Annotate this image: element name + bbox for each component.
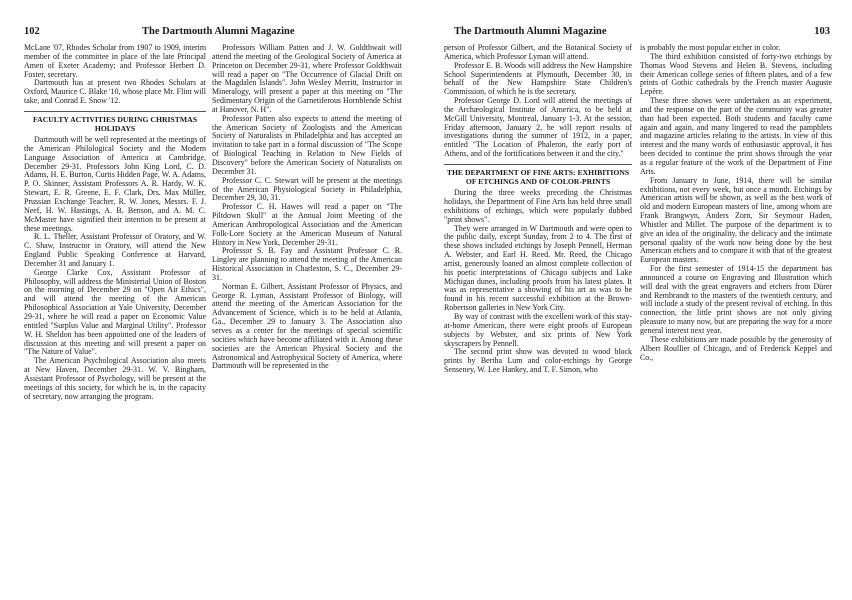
- right-running-title: The Dartmouth Alumni Magazine: [454, 26, 607, 37]
- right-page-number: 103: [814, 26, 830, 37]
- left-running-title: The Dartmouth Alumni Magazine: [142, 26, 295, 37]
- paragraph: These three shows were undertaken as an experiment, and the response on the part of the community was greater than had been expected. Both students and faculty came again and again, and many lingered to read the pamphlets and magazine articles relating to the artists. In view of this interest and the many words of enthusiastic approval, it has been decided to continue the print shows through the year as a regular feature of the work of the Department of Fine Arts.: [640, 96, 832, 176]
- paragraph: Norman E. Gilbert, Assistant Professor of Physics, and George R. Lyman, Assistant Professor of Biology, will attend the meeting of the American Association for the Advancement of Science, which is to be held at Atlanta, Ga., December 29 to January 3. The Association also serves as a center for the meetings of special scientific socities which have become affiliated with it. Among these societies are the American Physical Society and the Astronomical and Astrophysical Society of America, where Dartmouth will be represented in the: [212, 281, 402, 371]
- right-page-column-2: [640, 44, 832, 592]
- section-divider: [24, 111, 206, 112]
- paragraph: From January to June, 1914, there will be similar exhibitions, not every week, but once a month. Etchings by American artists will be shown, as well as the best work of old and modern European masters of line, among whom are Frank Brangwyn, Anders Zorn, Sir Seymour Haden, Whistler and Millet. The purpose of the department is to give an idea of the originality, the delicacy and the intimate personal quality of the work now being done by the best American etchers and to compare it with that of the greatest European masters.: [640, 175, 832, 265]
- paragraph: McLane '07, Rhodes Scholar from 1907 to 1909, interim member of the committee in place of the late Principal Amen of Exeter Academy; and Professor Herbert D. Foster, secretary.: [24, 44, 206, 79]
- paragraph: Professors William Patten and J. W. Goldthwait will attend the meeting of the Geological Society of America at Princeton on December 29-31, where Professor Goldthwait will read a paper on "The Occurrence of Glacial Drift on the Magdalen Islands". John Wesley Merritt, Instructor in Mineralogy, will present a paper at this meeting on "The Sedimentary Origin of the Garnetiferous Hornblende Schist at Hanover, N. H".: [212, 44, 402, 114]
- section-divider: [444, 164, 632, 165]
- right-page: [428, 0, 852, 600]
- left-page-header: [24, 26, 406, 38]
- paragraph: Professor C. H. Hawes will read a paper on "The Piltdown Skull" at the Annual Joint Meeting of the American Anthropological Association and the American Folk-Lore Society at the American Museum of Natural History in New York, December 29-31.: [212, 202, 402, 247]
- paragraph: The American Psychological Association also meets at New Haven, December 29-31. W. V. Bingham, Assistant Professor of Psychology, will be present at the meetings of this society, for which he is, in the capacity of secretary, now arranging the program.: [24, 356, 206, 401]
- paragraph: Dartmouth has at present two Rhodes Scholars at Oxford, Maurice C. Blake '10, whose place Mr. Flint will take, and Conrad E. Snow '12.: [24, 78, 206, 106]
- right-page-column-1: [444, 44, 632, 592]
- left-page-column-2: [212, 44, 402, 592]
- paragraph: Professor S. B. Fay and Assistant Professor C. R. Lingley are planning to attend the meeting of the American Historical Association in Charleston, S. C., December 29-31.: [212, 246, 402, 282]
- paragraph: is probably the most popular etcher in color.: [640, 44, 781, 52]
- paragraph: R. L. Theller, Assistant Professor of Oratory, and W. C. Shaw, Instructor in Oratory, will attend the New England Public Speaking Conference at Harvard, December 31 and January 1.: [24, 232, 206, 268]
- paragraph: Professor E. B. Woods will address the New Hampshire School Superintendents at Plymouth, December 30, in behalf of the New Hampshire State Children's Commission, of which he is the secretary.: [444, 60, 632, 97]
- left-page-number: 102: [24, 26, 40, 37]
- paragraph: Professor Patten also expects to attend the meeting of the American Society of Zoologists and the American Society of Naturalists in Philadelphia and has accepted an invitation to take part in a formal discussion of "The Scope of Biological Teaching in Relation to New Fields of Discovery" before the American Society of Naturalists on December 31.: [212, 113, 402, 176]
- section-heading-faculty-activities: FACULTY ACTIVITIES DURING CHRISTMAS HOLIDAYS: [33, 114, 197, 133]
- paragraph: The third exhibition consisted of forty-two etchings by Thomas Wood Stevens and Helen B. Stevens, including their American college series of fifteen plates, and of a few prints of Gothic cathedrals by the French master Auguste Lepère.: [640, 51, 832, 97]
- paragraph: Dartmouth will be well represented at the meetings of the American Philological Society and the Modern Language Association of America at Cambridge, December 29-31. Professors John King Lord, C. D. Adams, H. E. Burton, Curtis Hidden Page, W. A. Adams, P. O. Skinner, Assistant Professors A. R. Hardy, W. K. Stewart, E. R. Greene, E. F. Clark, Drs. Max Müller, Prussian Exchange Teacher, R. W. Jones, Messrs. F. J. Neef, H. W. Hastings, A. B. Benson, and A. M. C. McMaster have signified their intention to be present at these meetings.: [24, 135, 206, 233]
- left-page: [0, 0, 418, 600]
- paragraph: George Clarke Cox, Assistant Professor of Philosophy, will address the Ministerial Union of Boston on the morning of December 29 on "Open Air Ethics", and will attend the meeting of the American Philosophical Association at Yale University, December 29-31, where he will read a paper on Economic Value entitled "Surplus Value and Marginal Utility". Professor W. H. Sheldon has been appointed one of the leaders of discussion at this meeting and will present a paper on "The Nature of Value".: [24, 267, 206, 357]
- paragraph: By way of contrast with the excellent work of this stay-at-home American, there were eight proofs of European subjects by Webster, and six prints of New York skyscrapers by Pennell.: [444, 311, 632, 348]
- paragraph: These exhibitions are made possible by the generosity of Albert Roullier of Chicago, and of Frederick Keppel and Co.,: [640, 334, 832, 362]
- section-heading-fine-arts: THE DEPARTMENT OF FINE ARTS: EXHIBITIONS OF ETCHINGS AND OF COLOR-PRINTS: [446, 167, 630, 186]
- paragraph: They were arranged in W Dartmouth and were open to the public daily, except Sunday, from 2 to 4. The first of these shows included etchings by Joseph Pennell, Herman A. Webster, and Earl H. Reed. Mr. Reed, the Chicago artist, generously loaned an almost complete collection of his poetic interpretations of Chicago subjects and Lake Michigan dunes, including proofs from his latest plates. It was as representative a showing of his art as was to be found in his recent successful exhibition at the Brown-Robertson galleries in New York City.: [444, 223, 632, 313]
- right-page-header: [440, 26, 830, 38]
- paragraph: The second print show was devoted to wood block prints by Bertha Lum and color-etchings by George Senseney, W. Lee Hankey, and T. F. Simon, who: [444, 347, 632, 375]
- paragraph: During the three weeks preceding the Christmas holidays, the Department of Fine Arts has held three small exhibitions of etchings, which were popularly dubbed "print shows".: [444, 188, 632, 224]
- paragraph: Professor George D. Lord will attend the meetings of the Archæological Institute of America, to be held at McGill University, Montreal, January 1-3. At the session, Friday afternoon, January 2, he will report results of investigations during the summer of 1912, in a paper, entitled "The Location of Phaleron, the early port of Athens, and of the fortifications between it and the city.": [444, 96, 632, 159]
- paragraph: Professor C. C. Stewart will be present at the meetings of the American Physiological Society in Philadelphia, December 29, 30, 31.: [212, 175, 402, 203]
- left-page-column-1: [24, 44, 206, 592]
- paragraph: For the first semester of 1914-15 the department has announced a course on Engraving and Illustration which will deal with the great engravers and etchers from Dürer and Rembrandt to the masters of the twentieth century, and will include a study of the present revival of etching. In this connection, the little print shows are not only giving pleasure to many now, but are preparing the way for a more general interest next year.: [640, 264, 832, 335]
- paragraph: person of Professor Gilbert, and the Botanical Society of America, which Professor Lyman will attend.: [444, 44, 632, 61]
